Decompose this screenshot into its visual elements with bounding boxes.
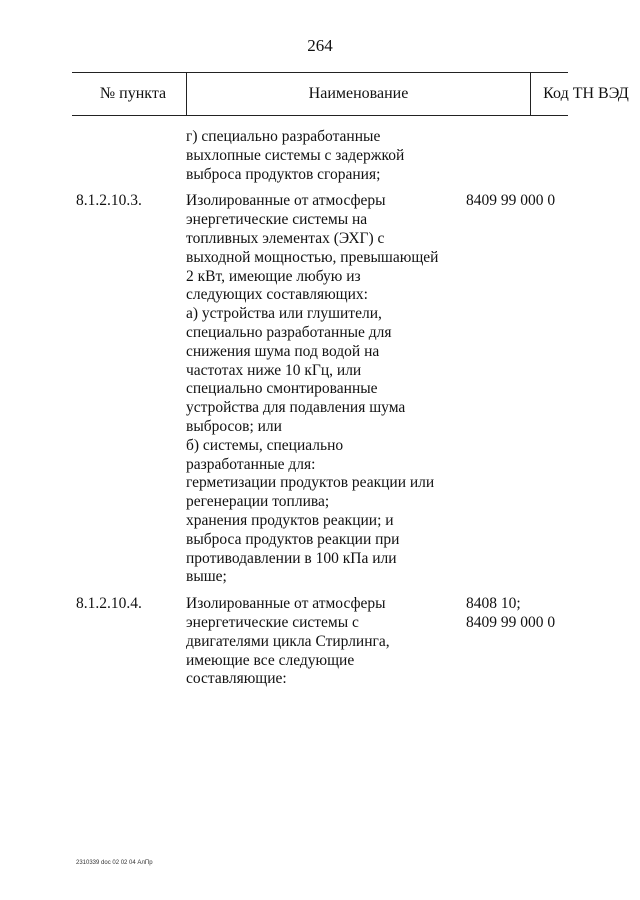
header-name: Наименование xyxy=(186,73,531,115)
table-row xyxy=(0,192,640,587)
table-row xyxy=(0,595,640,689)
document-footer-code: 2310339 doc 02 02 04 АлПр xyxy=(76,860,153,866)
item-name: Изолированные от атмосферы энергетические системы на топливных элементах (ЭХГ) с выходной мощностью, превышающей 2 кВт, имеющие любую из следующих составляющих: а) устройства или глушители, специально разработанные для снижения шума под водой на частотах ниже 10 кГц, или специально смонтированные устройства для подавления шума выбросов; или б) системы, специально разработанные для: герметизации продуктов реакции или регенерации топлива; хранения продуктов реакции; и выброса продуктов реакции при противодавлении в 100 кПа или выше; xyxy=(186,192,439,586)
table-header xyxy=(72,72,629,116)
item-name: г) специально разработанные выхлопные системы с задержкой выброса продуктов сгорания; xyxy=(186,128,405,183)
item-number: 8.1.2.10.3. xyxy=(76,192,142,210)
table-body xyxy=(0,128,640,697)
table-row xyxy=(0,128,640,184)
page-number: 264 xyxy=(307,36,333,55)
item-code: 8408 10; 8409 99 000 0 xyxy=(466,595,556,631)
item-name: Изолированные от атмосферы энергетические системы с двигателями цикла Стирлинга, имеющие все следующие составляющие: xyxy=(186,595,390,688)
header-item-number: № пункта xyxy=(99,85,167,102)
item-number: 8.1.2.10.4. xyxy=(76,595,142,613)
item-code: 8409 99 000 0 xyxy=(466,192,556,210)
header-tnved-code: Код ТН ВЭД xyxy=(543,85,629,102)
